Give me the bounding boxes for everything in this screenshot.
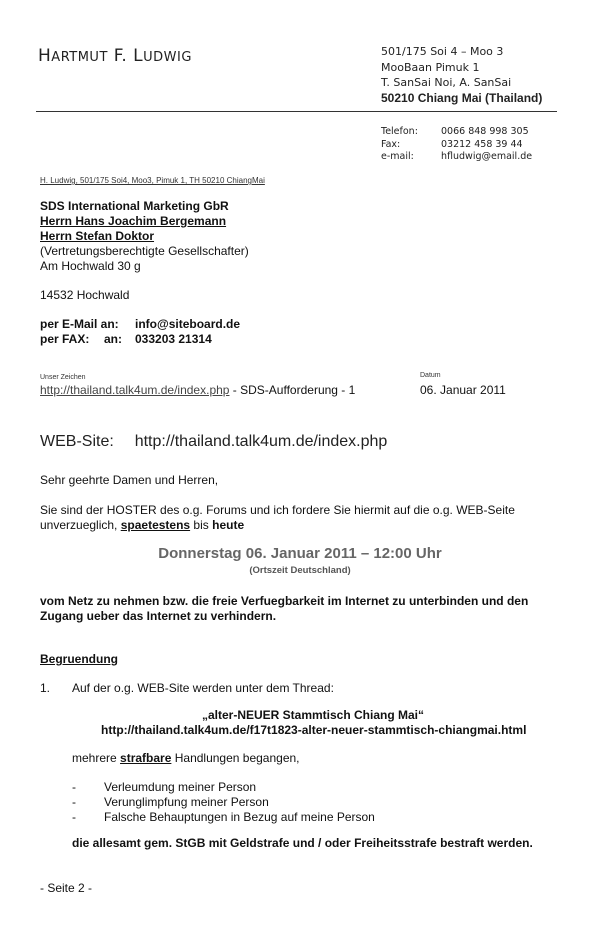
acts-emphasis: strafbare	[120, 751, 172, 765]
salutation: Sehr geehrte Damen und Herren,	[40, 473, 219, 487]
sender-name-first-cap: H	[38, 46, 52, 66]
bullet-dash: -	[72, 795, 76, 809]
delivery-fax-value: 033203 21314	[135, 332, 212, 346]
contact-email: hfludwig@email.de	[441, 151, 533, 162]
sender-address-line: T. SanSai Noi, A. SanSai	[381, 76, 512, 90]
contact-fax: 03212 458 39 44	[441, 138, 523, 150]
contact-label: Telefon:	[381, 126, 418, 137]
delivery-fax-label: per FAX:	[40, 332, 90, 346]
paragraph-line: Sie sind der HOSTER des o.g. Forums und ich fordere Sie hiermit auf die o.g. WEB-Seite	[40, 503, 515, 517]
list-item	[72, 795, 375, 810]
sender-name-last-cap: L	[133, 46, 144, 66]
recipient-person: Herrn Stefan Doktor	[40, 229, 155, 243]
bullet-text: Verleumdung meiner Person	[104, 780, 257, 794]
recipient-person: Herrn Hans Joachim Bergemann	[40, 214, 227, 228]
sender-contact-labels	[381, 126, 418, 164]
recipient-street: Am Hochwald 30 g	[40, 259, 141, 273]
date-label: Datum	[420, 372, 441, 379]
acts-line	[72, 751, 300, 766]
thread-url: http://thailand.talk4um.de/f17t1823-alter-neuer-stammtisch-chiangmai.html	[101, 723, 527, 737]
return-address: H. Ludwig, 501/175 Soi4, Moo3, Pimuk 1, TH 50210 ChiangMai	[40, 176, 265, 185]
reason-heading: Begruendung	[40, 652, 118, 666]
para-text: unverzueglich,	[40, 518, 121, 532]
bullet-text: Falsche Behauptungen in Bezug auf meine Person	[104, 810, 375, 824]
recipient-company: SDS International Marketing GbR	[40, 199, 229, 213]
delivery-email-value: info@siteboard.de	[135, 317, 241, 331]
sender-address	[381, 44, 542, 106]
list-item	[72, 810, 375, 825]
para-emphasis-today: heute	[212, 518, 245, 532]
sender-name	[38, 46, 192, 66]
sender-contact-values	[441, 126, 532, 164]
reference-link[interactable]: http://thailand.talk4um.de/index.php	[40, 383, 230, 397]
page-footer: - Seite 2 -	[40, 881, 93, 895]
bullet-dash: -	[72, 780, 76, 794]
sender-name-last-rest: UDWIG	[143, 50, 192, 65]
website-line	[40, 433, 387, 451]
list-item	[72, 780, 375, 795]
item-text: Auf der o.g. WEB-Site werden unter dem Thread:	[72, 681, 334, 695]
paragraph-line	[40, 518, 244, 533]
website-url: http://thailand.talk4um.de/index.php	[134, 433, 388, 450]
penalty-statement: die allesamt gem. StGB mit Geldstrafe und / oder Freiheitsstrafe bestraft werden.	[72, 836, 533, 850]
letter-date: 06. Januar 2011	[420, 383, 506, 397]
sender-address-line: MooBaan Pimuk 1	[381, 60, 480, 74]
item-number: 1.	[40, 681, 51, 695]
sender-city: 50210 Chiang Mai (Thailand)	[381, 90, 543, 105]
acts-text: Handlungen begangen,	[171, 751, 300, 765]
reference-line	[40, 383, 355, 398]
delivery-fax-an: an:	[104, 332, 122, 346]
sender-name-first-rest: ARTMUT	[51, 50, 108, 65]
bullet-dash: -	[72, 810, 76, 824]
reference-suffix: - SDS-Aufforderung - 1	[229, 383, 356, 397]
sender-name-middle: F.	[113, 46, 128, 66]
recipient-city: 14532 Hochwald	[40, 288, 130, 302]
demand-line: vom Netz zu nehmen bzw. die freie Verfuegbarkeit im Internet zu unterbinden und den	[40, 594, 529, 608]
sender-address-line: 501/175 Soi 4 – Moo 3	[381, 45, 504, 58]
letterhead-divider	[36, 111, 557, 112]
reference-label: Unser Zeichen	[40, 374, 86, 381]
contact-label: Fax:	[381, 138, 401, 150]
para-text: bis	[190, 518, 213, 532]
contact-phone: 0066 848 998 305	[441, 126, 529, 137]
bullet-list	[72, 780, 375, 825]
acts-text: mehrere	[72, 751, 121, 765]
para-emphasis: spaetestens	[120, 518, 191, 532]
demand-line: Zugang ueber das Internet zu verhindern.	[40, 609, 277, 623]
recipient-block	[40, 199, 249, 274]
website-label: WEB-Site:	[40, 433, 114, 450]
deadline-note: (Ortszeit Deutschland)	[249, 565, 351, 576]
recipient-role: (Vertretungsberechtigte Gesellschafter)	[40, 244, 249, 258]
contact-label: e-mail:	[381, 151, 414, 162]
thread-title: „alter-NEUER Stammtisch Chiang Mai“	[201, 708, 425, 722]
bullet-text: Verunglimpfung meiner Person	[104, 795, 269, 809]
delivery-email-label: per E-Mail an:	[40, 317, 119, 331]
deadline: Donnerstag 06. Januar 2011 – 12:00 Uhr	[158, 545, 442, 562]
